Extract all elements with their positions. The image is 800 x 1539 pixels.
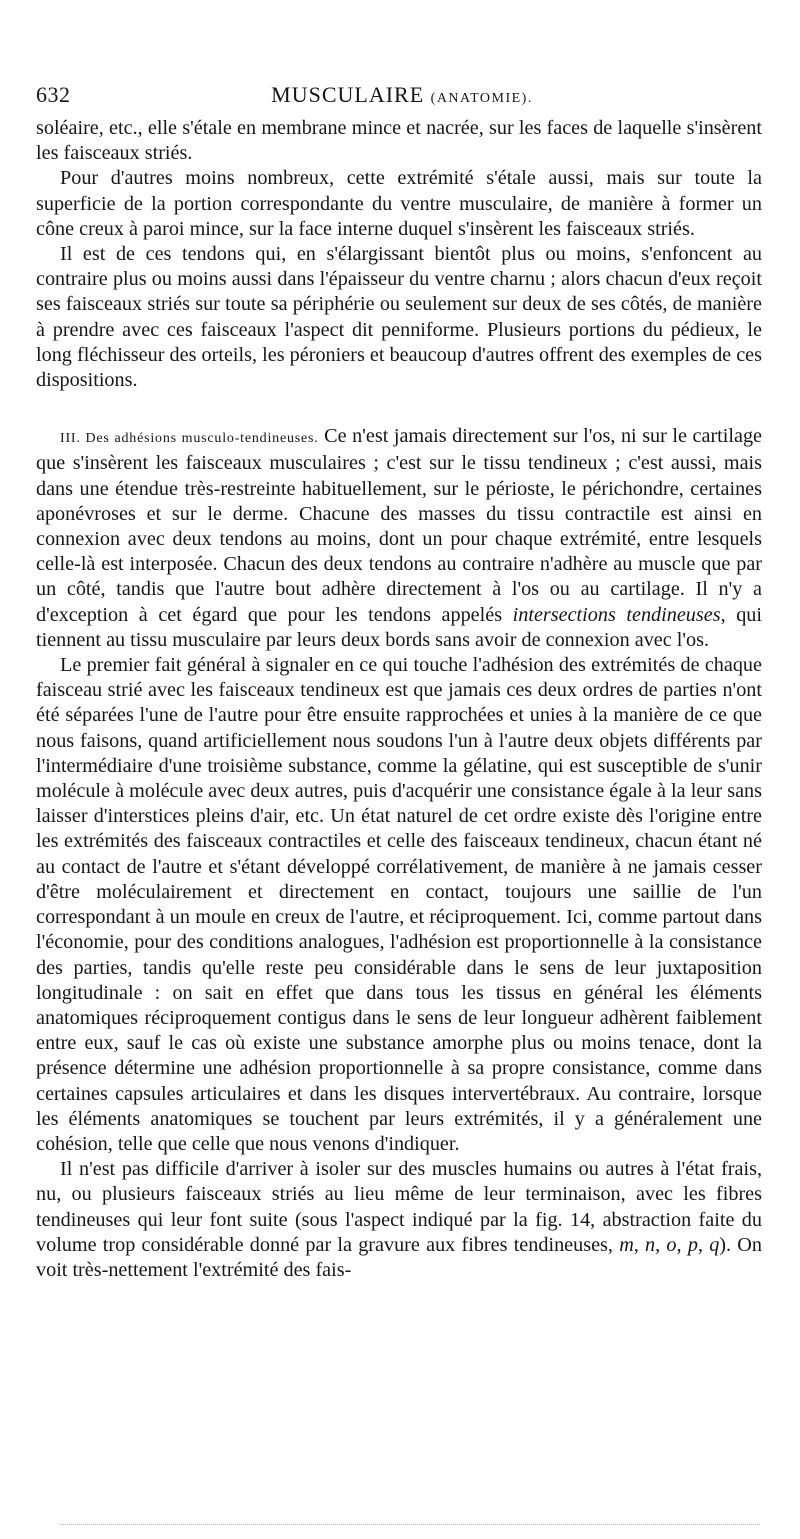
section-heading: III. Des adhésions musculo-tendineuses. (60, 431, 319, 447)
paragraph: Le premier fait général à signaler en ce qui touche l'adhésion des extrémités de chaque faisceau strié avec les faisceaux tendineux est que jamais ces deux ordres de parties n'ont été séparées l'une de l'autre pour être ensuite rapprochées et unies à la manière de ce que nous faisons, quand artificiellement nous soudons l'un à l'autre deux objets différents par l'intermédiaire d'une troisième substance, comme la gélatine, qui est susceptible de s'unir molécule à molécule avec deux autres, puis d'acquérir une consistance égale à la leur sans laisser d'interstices pleins d'air, etc. Un état naturel de cet ordre existe dès l'origine entre les extrémités des faisceaux contractiles et celle des faisceaux tendineux, chacun étant né au contact de l'autre et s'étant développé corrélativement, de manière à ne jamais cesser d'être moléculairement et directement en contact, toujours une saillie de l'un correspondant à un moule en creux de l'autre, et réciproquement. Ici, comme partout dans l'économie, pour des conditions analogues, l'adhésion est proportionnelle à la consistance des parties, tandis qu'elle reste peu considérable dans le sens de leur juxtaposition longitudinale : on sait en effet que dans tous les tissus en général les éléments anatomiques réciproquement contigus dans le sens de leur longueur adhèrent faiblement entre eux, sauf le cas où existe une substance amorphe plus ou moins tenace, dont la présence détermine une adhésion proportionnelle à sa propre consistance, comme dans certaines capsules articulaires et dans les disques intervertébraux. Au contraire, lorsque les éléments anatomiques se touchent par leurs extrémités, il y a généralement une cohésion, telle que celle que nous venons d'indiquer. (36, 654, 762, 1155)
running-header (36, 78, 768, 114)
header-title (36, 82, 768, 108)
paragraph: Il est de ces tendons qui, en s'élargissant bientôt plus ou moins, s'enfoncent au contraire plus ou moins aussi dans l'épaisseur du ventre charnu ; alors chacun d'eux reçoit ses faisceaux striés sur toute sa périphérie ou seulement sur deux de ses côtés, de manière à prendre avec ces faisceaux l'aspect dit penniforme. Plusieurs portions du pédieux, le long fléchisseur des orteils, les péroniers et beaucoup d'autres offrent des exemples de ces dispositions. (36, 243, 762, 392)
section-paragraph (36, 424, 762, 653)
paragraph-last (36, 1157, 762, 1283)
paragraph-text-b: ). On voit très-nettement l'extrémité des fais- (36, 1233, 762, 1281)
paragraph-continued: soléaire, etc., elle s'étale en membrane mince et nacrée, sur les faces de laquelle s'insèrent les faisceaux striés. (36, 117, 762, 165)
paragraph-text-a: Il n'est pas difficile d'arriver à isoler sur des muscles humains ou autres à l'état frais, nu, ou plusieurs faisceaux striés au lieu même de leur terminaison, avec les fibres tendineuses qui leur font suite (sous l'aspect indiqué par la fig. 14, abstraction faite du volume trop considérable donné par la gravure aux fibres tendineuses, (36, 1158, 762, 1256)
section-text-b: , qui tiennent au tissu musculaire par leurs deux bords sans avoir de connexion avec l'os. (36, 603, 762, 651)
footer-rule (60, 1524, 760, 1525)
header-title-main: MUSCULAIRE (271, 82, 425, 107)
section-emphasis: intersections tendineuses (512, 603, 721, 626)
section-text-a: Ce n'est jamais directement sur l'os, ni sur le cartilage que s'insèrent les faisceaux musculaires ; c'est sur le tissu tendineux ; c'est aussi, mais dans une étendue très-restreinte habituellement, sur le périoste, le périchondre, certaines aponévroses et sur le derme. Chacune des masses du tissu contractile est ainsi en connexion avec deux tendons au moins, dont un pour chaque extrémité, entre lesquels celle-là est interposée. Chacun des deux tendons au contraire n'adhère au muscle que par un côté, tandis que l'autre bout adhère directement à l'os ou au cartilage. Il n'y a d'exception à cet égard que pour les tendons appelés (36, 425, 763, 626)
paragraph-emphasis: m, n, o, p, q (619, 1233, 720, 1256)
header-subtitle: (ANATOMIE). (430, 91, 533, 106)
paragraph: Pour d'autres moins nombreux, cette extrémité s'étale aussi, mais sur toute la superficie de la portion correspondante du ventre musculaire, de manière à former un cône creux à paroi mince, sur la face interne duquel s'insèrent les faisceaux striés. (36, 167, 762, 240)
page-number: 632 (36, 82, 71, 107)
body-text (36, 116, 762, 1283)
